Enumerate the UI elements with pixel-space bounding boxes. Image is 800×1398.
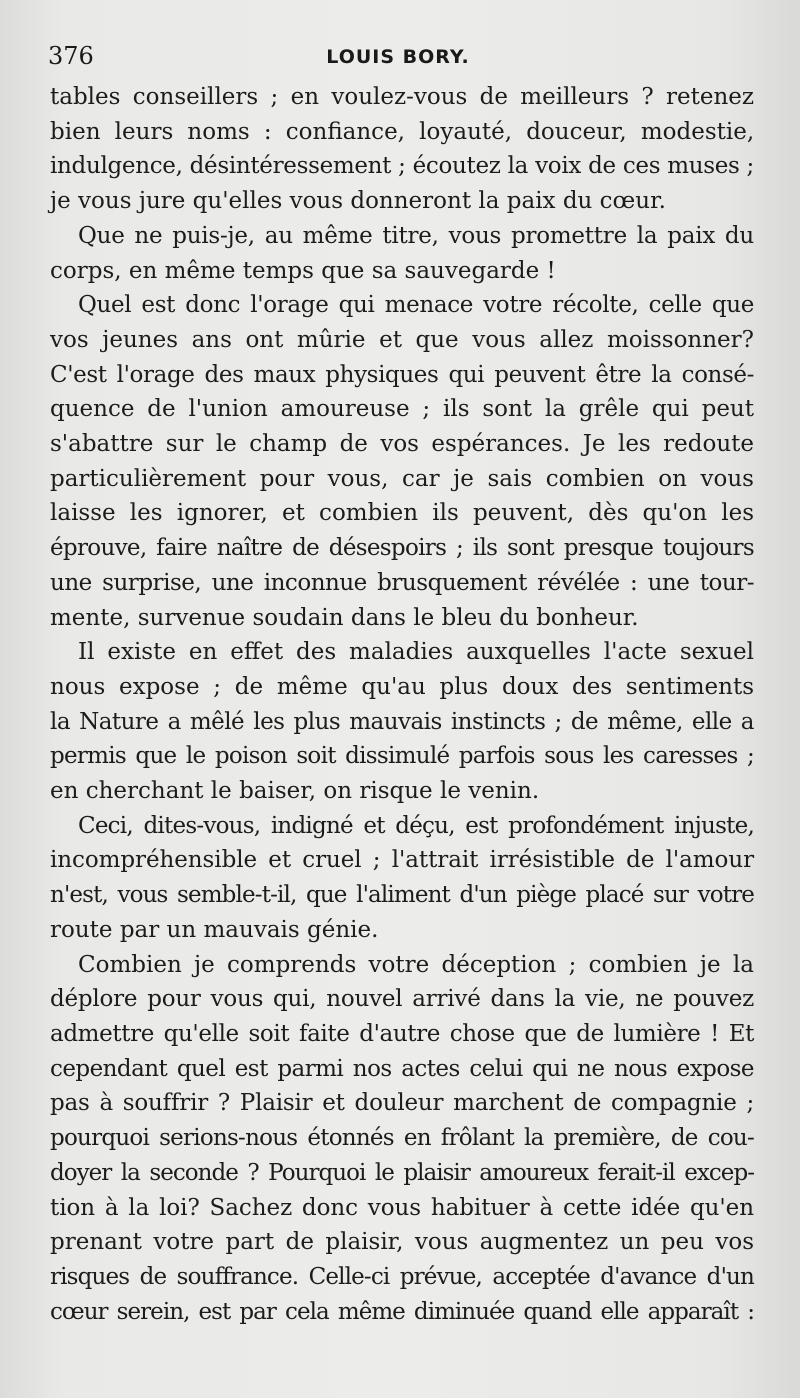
text-line: nous expose ; de même qu'au plus doux des sentiments <box>50 673 754 700</box>
text-line: doyer la seconde ? Pourquoi le plaisir amoureux ferait-il excep- <box>50 1159 754 1186</box>
text-line: corps, en même temps que sa sauvegarde ! <box>50 257 556 284</box>
text-line: pourquoi serions-nous étonnés en frôlant la première, de cou- <box>50 1125 754 1152</box>
text-line: déplore pour vous qui, nouvel arrivé dans la vie, ne pouvez <box>50 986 754 1013</box>
paragraph-6 <box>50 948 754 1330</box>
text-line: cœur serein, est par cela même diminuée quand elle apparaît : <box>50 1298 754 1325</box>
text-line: incompréhensible et cruel ; l'attrait irrésistible de l'amour <box>50 847 754 874</box>
text-line: admettre qu'elle soit faite d'autre chose que de lumière ! Et <box>50 1020 754 1047</box>
running-title: LOUIS BORY. <box>326 46 470 68</box>
text-line: Que ne puis-je, au même titre, vous promettre la paix du <box>78 222 754 249</box>
text-line: risques de souffrance. Celle-ci prévue, acceptée d'avance d'un <box>50 1263 754 1290</box>
text-line: tion à la loi? Sachez donc vous habituer à cette idée qu'en <box>50 1194 754 1221</box>
text-line: pas à souffrir ? Plaisir et douleur marchent de compagnie ; <box>50 1090 754 1117</box>
text-line: Quel est donc l'orage qui menace votre récolte, celle que <box>78 292 754 319</box>
text-line: tables conseillers ; en voulez-vous de meilleurs ? retenez <box>50 84 754 110</box>
text-line: une surprise, une inconnue brusquement révélée : une tour- <box>50 569 754 596</box>
text-line: Il existe en effet des maladies auxquelles l'acte sexuel <box>78 639 754 666</box>
paragraph-4 <box>50 635 754 809</box>
text-line: s'abattre sur le champ de vos espérances. Je les redoute <box>50 431 754 458</box>
text-line: éprouve, faire naître de désespoirs ; ils sont presque toujours <box>50 535 754 562</box>
text-line: Combien je comprends votre déception ; combien je la <box>78 951 754 978</box>
text-line: Ceci, dites-vous, indigné et déçu, est profondément injuste, <box>78 812 754 839</box>
paragraph-1 <box>50 80 754 219</box>
paragraph-2 <box>50 219 754 288</box>
text-line: indulgence, désintéressement ; écoutez la voix de ces muses ; <box>50 153 754 180</box>
text-line: prenant votre part de plaisir, vous augmentez un peu vos <box>50 1229 754 1256</box>
paragraph-5 <box>50 809 754 948</box>
page-number: 376 <box>48 42 94 70</box>
text-line: laisse les ignorer, et combien ils peuvent, dès qu'on les <box>50 500 754 527</box>
page-header <box>48 40 748 74</box>
body-text <box>50 80 754 1329</box>
text-line: n'est, vous semble-t-il, que l'aliment d'un piège placé sur votre <box>50 882 754 909</box>
text-line: je vous jure qu'elles vous donneront la paix du cœur. <box>50 188 666 215</box>
text-line: C'est l'orage des maux physiques qui peuvent être la consé- <box>50 361 754 388</box>
text-line: quence de l'union amoureuse ; ils sont la grêle qui peut <box>50 396 754 423</box>
text-line: particulièrement pour vous, car je sais combien on vous <box>50 465 754 492</box>
text-line: la Nature a mêlé les plus mauvais instincts ; de même, elle a <box>50 708 754 735</box>
text-line: en cherchant le baiser, on risque le venin. <box>50 778 540 805</box>
text-line: vos jeunes ans ont mûrie et que vous allez moissonner? <box>50 326 754 353</box>
text-line: bien leurs noms : confiance, loyauté, douceur, modestie, <box>50 118 755 145</box>
text-line: cependant quel est parmi nos actes celui qui ne nous expose <box>50 1055 754 1082</box>
text-line: mente, survenue soudain dans le bleu du bonheur. <box>50 604 639 631</box>
paragraph-3 <box>50 288 754 635</box>
text-line: route par un mauvais génie. <box>50 916 379 943</box>
text-line: permis que le poison soit dissimulé parfois sous les caresses ; <box>50 743 754 770</box>
